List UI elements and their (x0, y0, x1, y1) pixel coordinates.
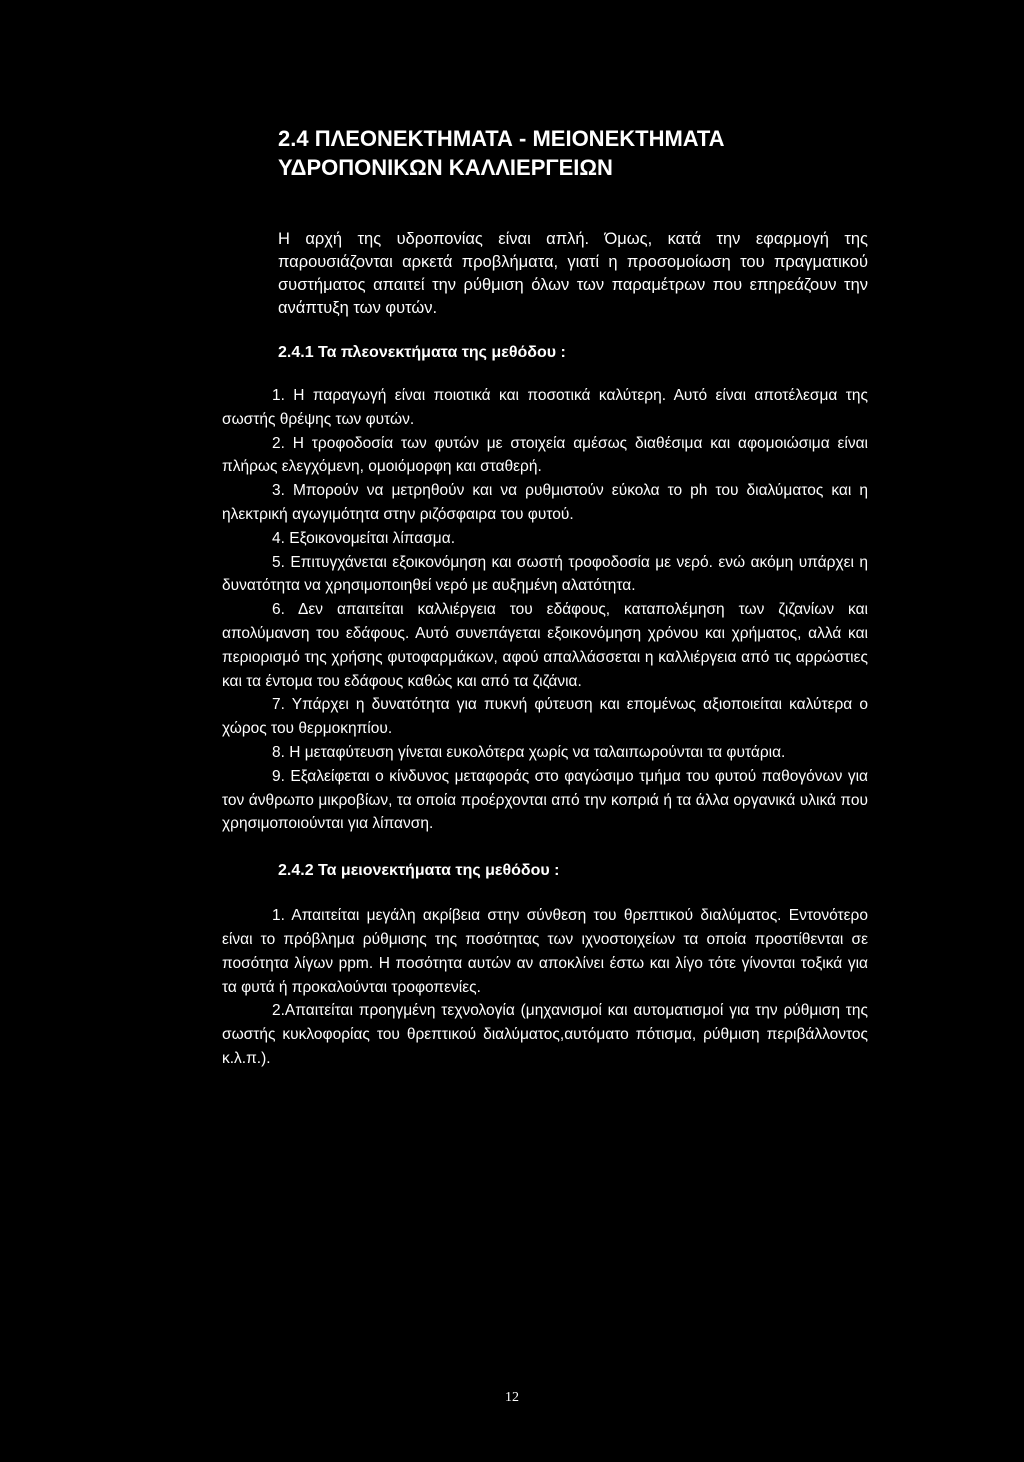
advantages-list (222, 384, 868, 836)
advantage-item-3: 3. Μπορούν να μετρηθούν και να ρυθμιστούν εύκολα το ph του διαλύματος και η ηλεκτρική αγωγιμότητα στην ριζόσφαιρα του φυτού. (222, 482, 868, 523)
advantage-item-1: 1. Η παραγωγή είναι ποιοτικά και ποσοτικά καλύτερη. Αυτό είναι αποτέλεσμα της σωστής θρέψης των φυτών. (222, 387, 868, 428)
advantage-item-8: 8. Η μεταφύτευση γίνεται ευκολότερα χωρίς να ταλαιπωρούνται τα φυτάρια. (272, 743, 786, 761)
advantage-item-6: 6. Δεν απαιτείται καλλιέργεια του εδάφους, καταπολέμηση των ζιζανίων και απολύμανση του εδάφους. Αυτό συνεπάγεται εξοικονόμηση χρόνου και χρήματος, αλλά και περιορισμό της χρήσης φυτοφαρμάκων, αφού απαλλάσσεται η καλλιέργεια από τις αρρώστιες και τα έντομα του εδάφους καθώς και από τα ζιζάνια. (222, 601, 868, 690)
section-title-line1: 2.4 ΠΛΕΟΝΕΚΤΗΜΑΤΑ - ΜΕΙΟΝΕΚΤΗΜΑΤΑ (278, 126, 725, 151)
disadvantage-item-1: 1. Απαιτείται μεγάλη ακρίβεια στην σύνθεση του θρεπτικού διαλύματος. Εντονότερο είναι το πρόβλημα ρύθμισης της ποσότητας των ιχνοστοιχείων τα οποία προστίθενται σε ποσότητα λίγων ppm. Η ποσότητα αυτών αν αποκλίνει έστω και λίγο τότε γίνονται τοξικά για τα φυτά ή προκαλούνται τροφοπενίες. (222, 907, 868, 996)
section-title-line2: ΥΔΡΟΠΟΝΙΚΩΝ ΚΑΛΛΙΕΡΓΕΙΩΝ (278, 155, 613, 180)
advantage-item-7: 7. Υπάρχει η δυνατότητα για πυκνή φύτευση και επομένως αξιοποιείται καλύτερα ο χώρος του θερμοκηπίου. (222, 696, 868, 738)
page-number: 12 (505, 1390, 519, 1405)
advantage-item-4: 4. Εξοικονομείται λίπασμα. (272, 529, 456, 547)
page-content (222, 124, 868, 1071)
advantages-heading: 2.4.1 Τα πλεονεκτήματα της μεθόδου : (278, 344, 566, 361)
advantage-item-9: 9. Εξαλείφεται ο κίνδυνος μεταφοράς στο φαγώσιμο τμήμα του φυτού παθογόνων για τον άνθρωπο μικροβίων, τα οποία προέρχονται από την κοπριά ή τα άλλα οργανικά υλικά που χρησιμοποιούνται για λίπανση. (222, 767, 868, 833)
advantage-item-5: 5. Επιτυγχάνεται εξοικονόμηση και σωστή τροφοδοσία με νερό. ενώ ακόμη υπάρχει η δυνατότητα να χρησιμοποιηθεί νερό με αυξημένη αλατότητα. (222, 553, 868, 595)
section-title (278, 124, 868, 182)
intro-paragraph: Η αρχή της υδροπονίας είναι απλή. Όμως, κατά την εφαρμογή της παρουσιάζονται αρκετά προβλήματα, γιατί η προσομοίωση του πραγματικού συστήματος απαιτεί την ρύθμιση όλων των παραμέτρων που επηρεάζουν την ανάπτυξη των φυτών. (278, 230, 868, 317)
disadvantage-item-2: 2.Απαιτείται προηγμένη τεχνολογία (μηχανισμοί και αυτοματισμοί για την ρύθμιση της σωστής κυκλοφορίας του θρεπτικού διαλύματος,αυτόματο πότισμα, ρύθμιση περιβάλλοντος κ.λ.π.). (222, 1002, 868, 1067)
disadvantages-heading: 2.4.2 Τα μειονεκτήματα της μεθόδου : (278, 862, 560, 880)
advantage-item-2: 2. Η τροφοδοσία των φυτών με στοιχεία αμέσως διαθέσιμα και αφομοιώσιμα είναι πλήρως ελεγχόμενη, ομοιόμορφη και σταθερή. (222, 434, 868, 476)
disadvantages-list (222, 904, 868, 1071)
